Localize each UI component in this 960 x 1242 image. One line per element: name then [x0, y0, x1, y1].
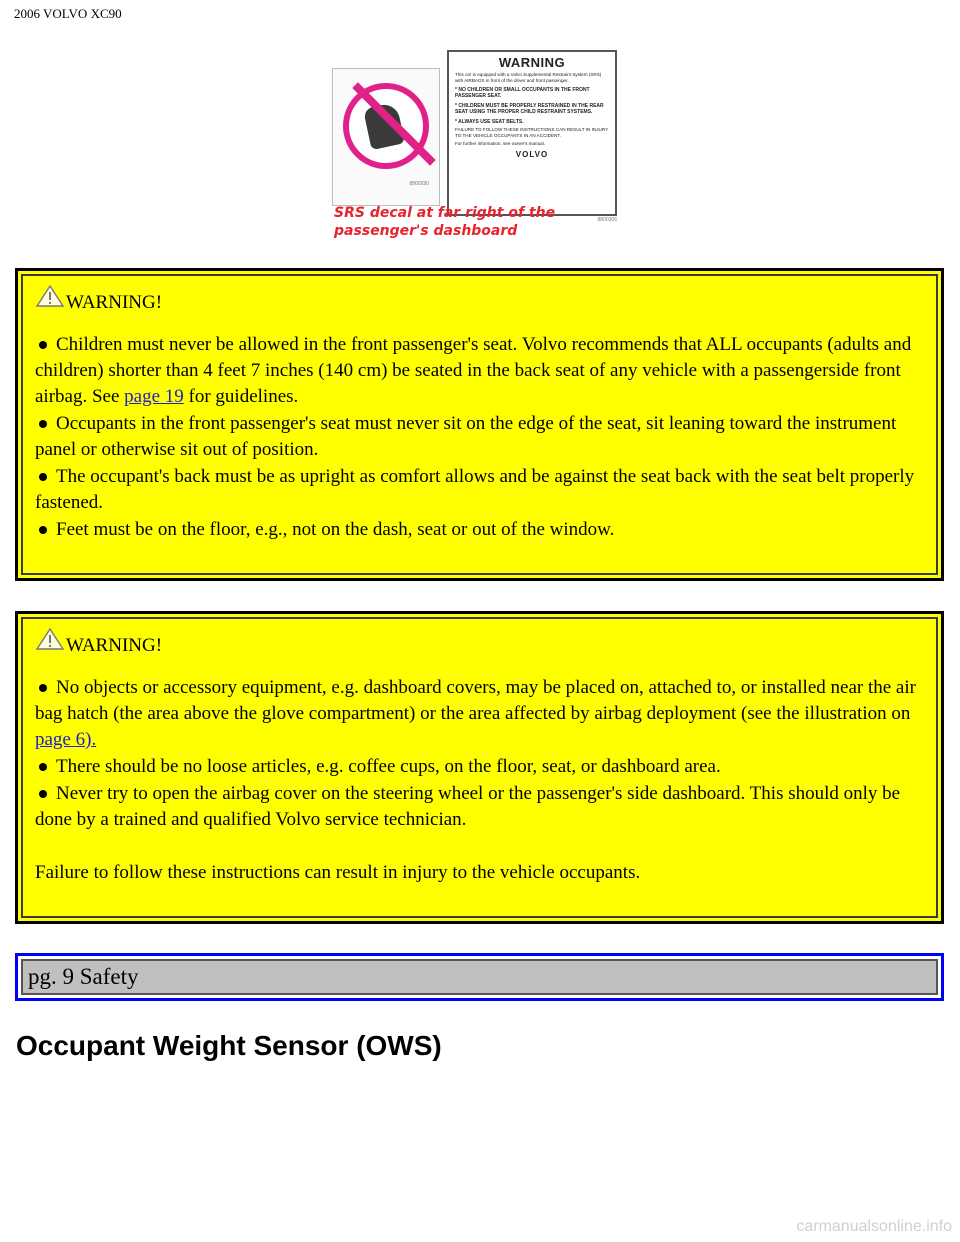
bullet-icon — [39, 420, 47, 428]
section-title: Occupant Weight Sensor (OWS) — [16, 1030, 442, 1061]
warning-title-text: WARNING! — [66, 635, 163, 656]
decal-bullet: * NO CHILDREN OR SMALL OCCUPANTS IN THE FRONT PASSENGER SEAT. — [455, 87, 590, 100]
decal-brand: VOLVO — [515, 150, 549, 160]
bullet-icon — [39, 341, 47, 349]
warning-box-1 — [15, 268, 944, 581]
bullet-icon — [39, 763, 47, 771]
bullet-icon — [39, 684, 47, 692]
bullet-icon — [39, 473, 47, 481]
page-section-label: pg. 9 Safety — [21, 959, 938, 995]
list-item: Never try to open the airbag cover on the steering wheel or the passenger's side dashboard. This should only be done by a trained and qualified Volvo service technician. — [35, 783, 901, 830]
warning-triangle-icon — [35, 627, 65, 651]
decal-title: WARNING — [498, 55, 566, 70]
decal-bullet: * CHILDREN MUST BE PROPERLY RESTRAINED IN THE REAR SEAT USING THE PROPER CHILD RESTRAINT SYSTEMS. — [455, 102, 604, 116]
decal-code-left: 8800290 — [409, 181, 429, 187]
list-item: Children must never be allowed in the front passenger's seat. Volvo recommends that ALL occupants (adults and children) shorter than 4 feet 7 inches (140 cm) be seated in the back seat of any vehicle with a passengerside front airbag. See page 19 for guidelines. — [35, 334, 912, 407]
warning-footer: Failure to follow these instructions can result in injury to the vehicle occupants. — [35, 862, 641, 883]
decal-code-right: 8800306 — [597, 217, 617, 223]
decal-more-info: For further information, see owner's manual. — [455, 141, 545, 147]
warning-decal — [447, 50, 617, 223]
list-item: Feet must be on the floor, e.g., not on the dash, seat or out of the window. — [35, 517, 926, 543]
watermark: carmanualsonline.info — [796, 1218, 952, 1235]
warning-box-2 — [15, 611, 944, 924]
no-child-seat-icon — [343, 83, 429, 169]
decal-failure: FAILURE TO FOLLOW THESE INSTRUCTIONS CAN RESULT IN INJURY TO THE VEHICLE OCCUPANTS IN AN ACCIDENT. — [455, 127, 609, 139]
list-item: There should be no loose articles, e.g. coffee cups, on the floor, seat, or dashboard area. — [35, 754, 926, 780]
decal-intro: This car is equipped with a Volvo Supplemental Restraint System (SRS) with AIRBAGS in front of the driver and front passenger. — [455, 72, 602, 83]
list-item: No objects or accessory equipment, e.g. dashboard covers, may be placed on, attached to, or installed near the air bag hatch (the area above the glove compartment) or the area affected by airbag deployment (see the illustration on page 6). — [35, 677, 916, 750]
warning-title — [35, 284, 926, 316]
warning-title — [35, 627, 926, 659]
page-section-bar — [15, 953, 944, 1001]
decal-bullet: * ALWAYS USE SEAT BELTS. — [455, 118, 524, 125]
bullet-icon — [39, 526, 47, 534]
bullet-icon — [39, 790, 47, 798]
figure-caption: SRS decal at far right of the passenger's dashboard — [334, 205, 556, 239]
srs-decal-figure — [332, 48, 622, 240]
page-link[interactable]: page 6). — [35, 729, 97, 750]
warning-title-text: WARNING! — [66, 292, 163, 313]
page-link[interactable]: page 19 — [124, 386, 184, 407]
list-item: Occupants in the front passenger's seat must never sit on the edge of the seat, sit leaning toward the instrument panel or otherwise sit out of position. — [35, 413, 897, 460]
no-child-decal — [332, 68, 440, 206]
warning-triangle-icon — [35, 284, 65, 308]
list-item: The occupant's back must be as upright as comfort allows and be against the seat back with the seat belt properly fastened. — [35, 466, 915, 513]
document-header: 2006 VOLVO XC90 — [14, 6, 122, 21]
